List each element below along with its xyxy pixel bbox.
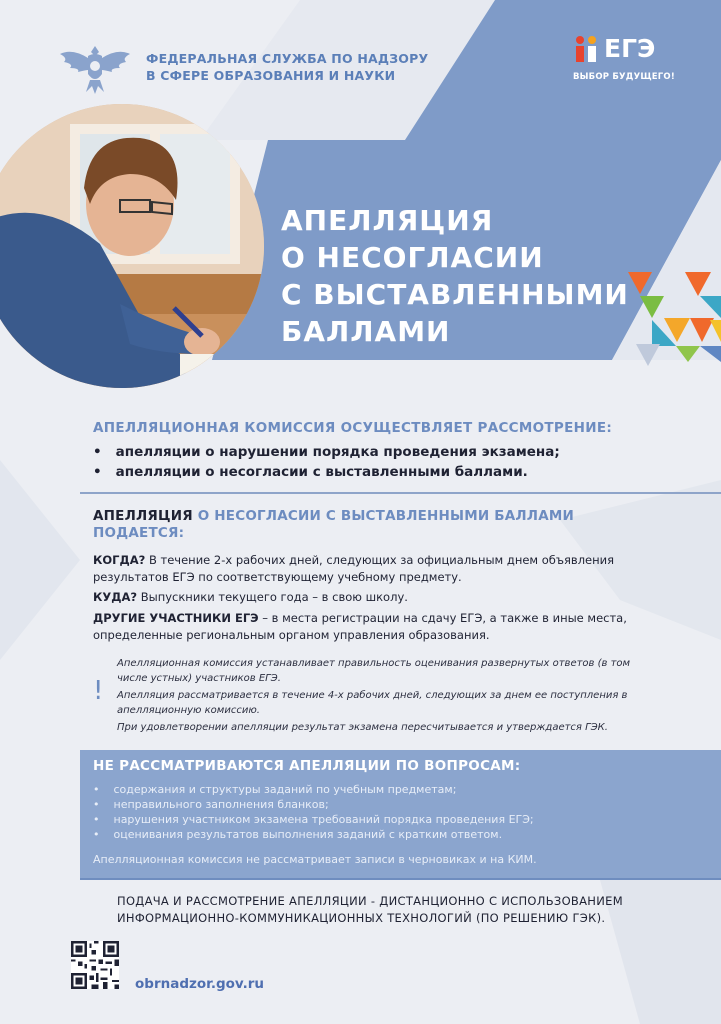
list-item-text: нарушения участником экзамена требований порядка проведения ЕГЭ; (113, 813, 534, 826)
eagle-emblem-icon (58, 40, 132, 96)
ege-slogan: ВЫБОР БУДУЩЕГО! (573, 72, 675, 82)
title-line: АПЕЛЛЯЦИЯ (281, 204, 494, 237)
note-item: Апелляция рассматривается в течение 4-х рабочих дней, следующих за днем ее поступления в апелляционную комиссию. (117, 690, 628, 716)
others-text: – в места регистрации на сдачу ЕГЭ, а также в иные места, определенные региональным органом управления образования. (93, 611, 627, 642)
title-line: О НЕСОГЛАСИИ (281, 241, 544, 274)
appeal-heading (93, 508, 574, 542)
note-item: Апелляционная комиссия устанавливает правильность оценивания развернутых ответов (в том числе устных) участников ЕГЭ. (117, 658, 631, 684)
where-paragraph (93, 589, 653, 606)
notes-block (117, 657, 647, 739)
rejected-footnote: Апелляционная комиссия не рассматривает записи в черновиках и на КИМ. (93, 853, 537, 866)
qr-code-icon[interactable] (71, 941, 119, 989)
appeal-heading-light: О НЕСОГЛАСИИ С ВЫСТАВЛЕННЫМИ БАЛЛАМИ (197, 508, 574, 524)
commission-heading: АПЕЛЛЯЦИОННАЯ КОМИССИЯ ОСУЩЕСТВЛЯЕТ РАССМОТРЕНИЕ: (93, 420, 613, 436)
list-item-text: апелляции о несогласии с выставленными баллами. (115, 464, 528, 480)
remote-notice (117, 893, 623, 927)
list-item-text: апелляции о нарушении порядка проведения экзамена; (115, 444, 560, 460)
agency-line-2: В СФЕРЕ ОБРАЗОВАНИЯ И НАУКИ (146, 68, 396, 83)
divider (80, 878, 721, 880)
agency-line-1: ФЕДЕРАЛЬНАЯ СЛУЖБА ПО НАДЗОРУ (146, 51, 429, 66)
when-text: В течение 2-х рабочих дней, следующих за официальным днем объявления результатов ЕГЭ по соответствующему учебному предмету. (93, 553, 615, 584)
list-item (93, 442, 560, 462)
title-line: БАЛЛАМИ (281, 315, 451, 348)
remote-line-1: ПОДАЧА И РАССМОТРЕНИЕ АПЕЛЛЯЦИИ - ДИСТАНЦИОННО С ИСПОЛЬЗОВАНИЕМ (117, 894, 623, 908)
list-item (93, 462, 560, 482)
where-label: КУДА? (93, 590, 138, 604)
bullet: • (93, 464, 102, 480)
list-item-text: неправильного заполнения бланков; (113, 798, 329, 811)
bullet: • (93, 444, 102, 460)
when-paragraph (93, 552, 653, 586)
divider (80, 492, 721, 494)
bullet: • (93, 783, 100, 796)
commission-list (93, 442, 560, 482)
note-item: При удовлетворении апелляции результат экзамена пересчитывается и утверждается ГЭК. (117, 722, 608, 733)
appeal-heading-line2: ПОДАЕТСЯ: (93, 525, 185, 541)
ege-logo-text: ЕГЭ (604, 34, 656, 63)
others-paragraph (93, 610, 653, 644)
title-line: С ВЫСТАВЛЕННЫМИ (281, 278, 629, 311)
bullet: • (93, 813, 100, 826)
where-text: Выпускники текущего года – в свою школу. (137, 590, 408, 604)
when-label: КОГДА? (93, 553, 146, 567)
site-link[interactable]: obrnadzor.gov.ru (135, 976, 265, 992)
list-item-text: содержания и структуры заданий по учебным предметам; (113, 783, 457, 796)
remote-line-2: ИНФОРМАЦИОННО-КОММУНИКАЦИОННЫХ ТЕХНОЛОГИЙ (ПО РЕШЕНИЮ ГЭК). (117, 911, 606, 925)
bullet: • (93, 798, 100, 811)
appeal-heading-dark: АПЕЛЛЯЦИЯ (93, 508, 193, 524)
exclamation-icon: ! (93, 676, 104, 706)
list-item (93, 812, 534, 827)
bullet: • (93, 828, 100, 841)
page-title (281, 202, 629, 350)
list-item-text: оценивания результатов выполнения заданий с кратким ответом. (113, 828, 503, 841)
rejected-list (93, 782, 534, 842)
list-item (93, 827, 534, 842)
rejected-heading: НЕ РАССМАТРИВАЮТСЯ АПЕЛЛЯЦИИ ПО ВОПРОСАМ: (93, 758, 521, 774)
list-item (93, 782, 534, 797)
list-item (93, 797, 534, 812)
agency-name (146, 50, 428, 84)
ege-logo-icon (572, 34, 606, 64)
others-label: ДРУГИЕ УЧАСТНИКИ ЕГЭ (93, 611, 259, 625)
